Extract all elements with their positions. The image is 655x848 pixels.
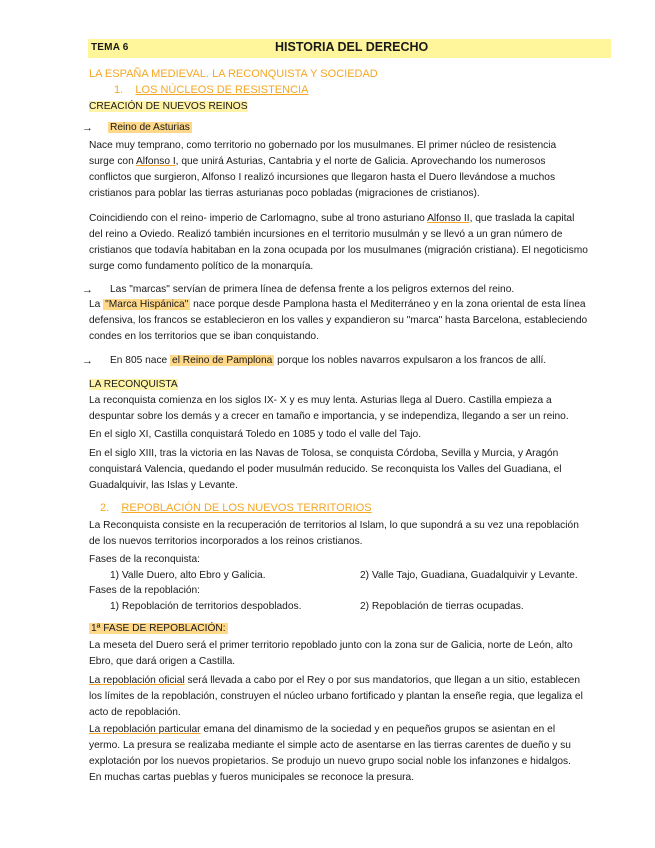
fase-1-heading — [89, 622, 228, 635]
text-span: , que unirá Asturias, Cantabria y el norte de Galicia. Aprovechando los numerosos — [175, 156, 546, 167]
arrow-bullet-icon: → — [82, 284, 93, 296]
text-span: En 805 nace — [110, 355, 171, 366]
text-line: La Reconquista consiste en la recuperación de territorios al Islam, lo que supondrá a su vez una repoblación — [89, 520, 579, 531]
alfonso-ii-term: Alfonso II — [427, 213, 470, 224]
text-span: La — [89, 299, 104, 310]
repoblacion-oficial-term: La repoblación oficial — [89, 675, 185, 686]
text-line: surge como fundamento político de la monarquía. — [89, 261, 314, 272]
text-line — [89, 723, 555, 736]
text-span: surge con — [89, 156, 137, 167]
text-span: porque los nobles navarros expulsaron a los francos de allí. — [274, 355, 547, 366]
text-line: condes en los territorios que se iban conquistando. — [89, 331, 319, 342]
text-line: acto de repoblación. — [89, 707, 181, 718]
text-line: explotación por los nuevos propietarios. Se produjo un nuevo grupo social noble los infanzones e hidalgos. — [89, 756, 571, 767]
text-line: los límites de la repoblación, construyen el núcleo urbano fortificado y plantan la enseñe regia, que legaliza el — [89, 691, 583, 702]
asturias-label: Reino de Asturias — [110, 122, 190, 133]
fases-repoblacion-label: Fases de la repoblación: — [89, 585, 200, 596]
text-line — [89, 155, 545, 168]
alfonso-i-term: Alfonso I — [136, 156, 176, 167]
text-span: nace porque desde Pamplona hasta el Mediterráneo y en la zona oriental de esta línea — [190, 299, 586, 310]
reino-pamplona-term: el Reino de Pamplona — [172, 355, 273, 366]
repoblacion-particular-term: La repoblación particular — [89, 724, 201, 735]
topic-label: TEMA 6 — [91, 42, 129, 53]
marca-hispanica-term: "Marca Hispánica" — [105, 299, 189, 310]
text-line: En muchas cartas pueblas y fueros municipales se reconoce la presura. — [89, 772, 415, 783]
arrow-bullet-icon: → — [82, 355, 93, 367]
text-line: La meseta del Duero será el primer territorio repoblado junto con la zona sur de Galicia, norte de León, alto — [89, 640, 573, 651]
arrow-bullet-icon: → — [82, 122, 93, 134]
text-line: yermo. La presura se realizaba mediante el simple acto de asentarse en las tierras carentes de dueño y su — [89, 740, 571, 751]
list-item: 1) Repoblación de territorios despoblados. — [110, 601, 302, 612]
document-title: HISTORIA DEL DERECHO — [275, 40, 429, 54]
text-span: será llevada a cabo por el Rey o por sus mandatorios, que llegan a un sitio, establecen — [184, 675, 581, 686]
reconquista-label: LA RECONQUISTA — [89, 379, 178, 390]
main-section-title: LA ESPAÑA MEDIEVAL. LA RECONQUISTA Y SOCIEDAD — [89, 68, 378, 80]
text-line: conflictos que surgieron, Alfonso I realizó incursiones que llegaron hasta el Duero llevándose a muchos — [89, 172, 556, 183]
list-item: 2) Valle Tajo, Guadiana, Guadalquivir y Levante. — [360, 570, 578, 581]
text-span: Coincidiendo con el reino- imperio de Carlomagno, sube al trono asturiano — [89, 213, 428, 224]
text-line — [89, 674, 580, 687]
fases-reconquista-label: Fases de la reconquista: — [89, 554, 200, 565]
creacion-heading — [89, 100, 248, 113]
text-line — [89, 212, 574, 225]
text-line: cristianos que todavía habitaban en la zona ocupada por los musulmanes (migración cristiana). El negoticismo — [89, 245, 588, 256]
section-2-heading — [100, 502, 372, 515]
reconquista-heading — [89, 378, 178, 391]
list-item: 1) Valle Duero, alto Ebro y Galicia. — [110, 570, 266, 581]
text-line — [89, 298, 586, 311]
text-line: despuntar sobre los demás y a crecer en tamaño e importancia, y se independiza, llegando a ser un reino. — [89, 411, 569, 422]
section-1-heading — [114, 84, 308, 97]
text-line: conquistará Valencia, quedando el poder musulmán reducido. Se reconquista los Valles del Guadiana, el — [89, 464, 562, 475]
section-2-title: REPOBLACIÓN DE LOS NUEVOS TERRITORIOS — [121, 502, 372, 514]
text-line: Nace muy temprano, como territorio no gobernado por los musulmanes. El primer núcleo de resistencia — [89, 140, 557, 151]
text-line: de los nuevos territorios incorporados a los reinos cristianos. — [89, 536, 363, 547]
section-1-title: LOS NÚCLEOS DE RESISTENCIA — [135, 84, 309, 96]
text-line: Las "marcas" servían de primera línea de defensa frente a los peligros externos del reino. — [110, 284, 515, 295]
fase-1-label: 1ª FASE DE REPOBLACIÓN: — [91, 623, 226, 634]
text-line — [110, 354, 546, 367]
asturias-heading — [108, 121, 192, 134]
text-line: La reconquista comienza en los siglos IX- X y es muy lenta. Asturias llega al Duero. Castilla empieza a — [89, 395, 552, 406]
text-span: , que traslada la capital — [469, 213, 575, 224]
list-item: 2) Repoblación de tierras ocupadas. — [360, 601, 524, 612]
creacion-label: CREACIÓN DE NUEVOS REINOS — [89, 101, 248, 112]
text-line: Guadalquivir, las Islas y Levante. — [89, 480, 238, 491]
text-line: En el siglo XIII, tras la victoria en las Navas de Tolosa, se conquista Córdoba, Sevilla y Murcia, y Aragón — [89, 448, 559, 459]
text-line: cristianos para poblar las tierras asturianas poco pobladas (migraciones de cristianos). — [89, 188, 480, 199]
section-2-number: 2. — [100, 502, 110, 514]
text-line: Ebro, que dará origen a Castilla. — [89, 656, 236, 667]
text-span: emana del dinamismo de la sociedad y en pequeños grupos se asientan en el — [200, 724, 556, 735]
text-line: defensiva, los francos se establecieron en los valles y expandieron su "marca" hasta Barcelona, estableciendo — [89, 315, 588, 326]
text-line: En el siglo XI, Castilla conquistará Toledo en 1085 y todo el valle del Tajo. — [89, 429, 422, 440]
section-1-number: 1. — [114, 84, 124, 96]
text-line: del reino a Oviedo. Realizó también incursiones en el territorio musulmán y se llevó a un gran número de — [89, 229, 563, 240]
